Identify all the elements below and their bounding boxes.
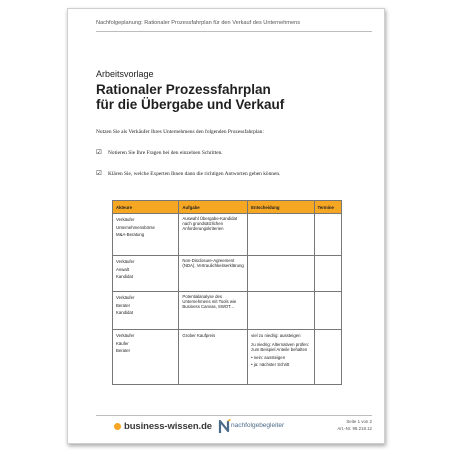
cell-aufgabe <box>179 256 248 292</box>
column-header-akteure: Akteure <box>113 201 179 214</box>
actor: Anwalt <box>116 266 129 272</box>
article-number: Art.-Nr. 99.218.12 <box>337 425 372 431</box>
table-row <box>113 292 342 330</box>
brand-dot-icon <box>114 423 121 430</box>
cell-termine <box>314 214 342 256</box>
column-header-entscheidung: Entscheidung <box>248 201 314 214</box>
table-row <box>113 330 342 385</box>
intro-text: Nutzen Sie als Verkäufer Ihres Unternehmens den folgenden Prozessfahrplan: <box>96 129 264 135</box>
actor: Verkäufer <box>116 217 135 222</box>
header-divider <box>96 31 372 32</box>
nachfolgebegleiter-logo <box>218 419 313 435</box>
task-text: Auswahl Übergabe-Kandidat nach grundsätzlichen Anforderungskriterien <box>182 216 238 232</box>
cell-entscheidung <box>248 256 314 292</box>
actor: Verkäufer <box>116 333 135 338</box>
column-header-aufgabe: Aufgabe <box>179 201 248 214</box>
nachfolgebegleiter-wordmark: nachfolgebegleiter <box>231 422 285 429</box>
checklist-item-text: Notieren Sie Ihre Fragen bei den einzelnen Schritten. <box>108 150 223 156</box>
cell-aufgabe <box>179 330 248 385</box>
footer-divider <box>96 415 372 416</box>
page-info <box>337 419 372 432</box>
actor: Berater <box>116 302 131 308</box>
decision-text: zu niedrig: Alternativen prüfen: zum Beispiel Anteile behalten <box>251 341 310 352</box>
task-text: Grober Kaufpreis <box>182 333 216 338</box>
actor: Kandidat <box>116 310 133 315</box>
cell-akteure <box>113 330 179 385</box>
cell-aufgabe <box>179 214 248 256</box>
document-type-label: Arbeitsvorlage <box>96 69 154 79</box>
document-title <box>96 82 376 112</box>
checkbox-checked-icon: ☑ <box>96 149 102 156</box>
checklist-item-text: Klären Sie, welche Experten Ihnen dann die richtigen Antworten geben können. <box>108 171 281 177</box>
checklist-item <box>96 169 336 180</box>
cell-aufgabe <box>179 292 248 330</box>
cell-termine <box>314 292 342 330</box>
actor: Kandidat <box>116 274 133 279</box>
actor: Verkäufer <box>116 259 135 264</box>
title-line-2: für die Übergabe und Verkauf <box>96 97 285 112</box>
checklist-item <box>96 148 336 159</box>
table-header-row <box>113 201 342 214</box>
task-text: Potentialanalyse des Unternehmens mit Tools wie Business Canvas, SWOT... <box>182 294 237 310</box>
cell-entscheidung <box>248 214 314 256</box>
table-row <box>113 256 342 292</box>
document-page <box>67 8 385 444</box>
title-line-1: Rationaler Prozessfahrplan <box>96 82 271 97</box>
decision-text: • ja: nächster Schritt <box>251 362 290 368</box>
cell-akteure <box>113 256 179 292</box>
cell-akteure <box>113 214 179 256</box>
actor: M&A-Beratung <box>116 232 145 237</box>
task-text: Non-Disclosure-Agreement (NDA), Vertraulichkeitserklärung <box>182 258 244 269</box>
actor: Unternehmensbörse <box>116 224 155 230</box>
cell-termine <box>314 330 342 385</box>
page-number: Seite 1 von 2 <box>346 419 372 424</box>
cell-entscheidung <box>248 292 314 330</box>
checkbox-checked-icon: ☑ <box>96 170 102 177</box>
decision-text: viel zu niedrig: aussteigen <box>251 333 301 338</box>
actor: Berater <box>116 348 131 353</box>
cell-akteure <box>113 292 179 330</box>
business-wissen-logo: business-wissen.de <box>124 421 212 432</box>
table-row <box>113 214 342 256</box>
cell-entscheidung <box>248 330 314 385</box>
actor: Käufer <box>116 340 129 346</box>
decision-text: • nein: aussteigen <box>251 354 286 360</box>
actor: Verkäufer <box>116 295 135 300</box>
running-header: Nachfolgeplanung: Rationaler Prozessfahrplan für den Verkauf des Unternehmens <box>96 20 300 26</box>
column-header-termine: Termine <box>314 201 342 214</box>
nachfolgebegleiter-n-icon <box>218 419 232 434</box>
process-table <box>112 200 342 385</box>
cell-termine <box>314 256 342 292</box>
